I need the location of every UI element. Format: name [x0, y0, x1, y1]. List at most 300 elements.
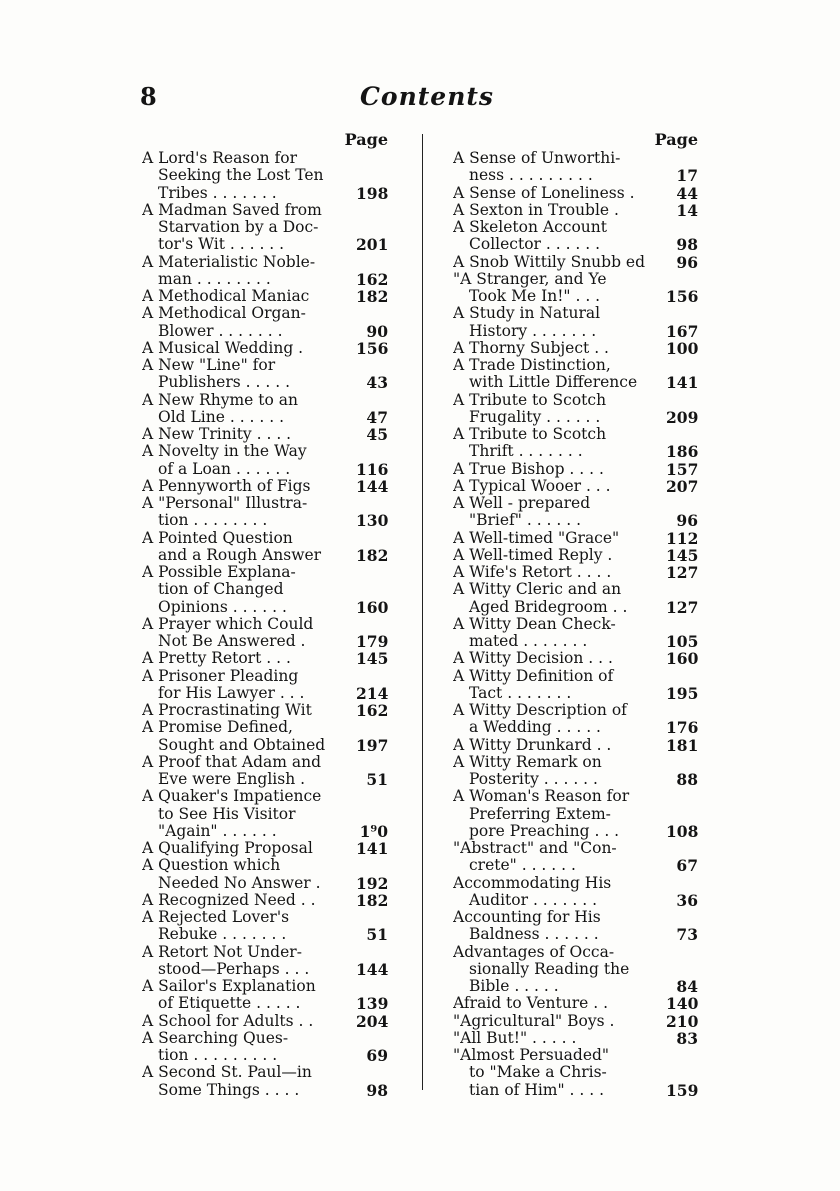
entry-page-number: 69 — [366, 1046, 388, 1065]
entry-page-number: 112 — [666, 528, 699, 548]
entry-title-line: A Lord's Reason for — [142, 150, 297, 167]
page-number: 8 — [140, 82, 157, 111]
entry-title-line: Blower . . . . . . . — [158, 322, 283, 340]
entry-title — [453, 1013, 666, 1030]
entry-title-line: A Musical Wedding . — [142, 339, 304, 357]
contents-entry — [142, 668, 388, 703]
entry-page-number: 145 — [666, 545, 699, 565]
contents-entry — [142, 564, 388, 616]
entry-title-line: A Witty Drunkard . . — [453, 736, 612, 754]
contents-entry — [142, 426, 388, 443]
entry-page-number: 162 — [356, 701, 389, 720]
contents-entry — [453, 392, 698, 427]
entry-title-line: "Agricultural" Boys . — [453, 1012, 615, 1030]
entry-title-line: Needed No Answer . — [158, 874, 321, 892]
contents-entry — [453, 150, 698, 185]
entry-title-line: A Pretty Retort . . . — [142, 650, 291, 668]
entry-title-line: A Well-timed Reply . — [453, 546, 613, 564]
entry-page-number: 214 — [356, 683, 389, 703]
entry-title — [142, 150, 356, 202]
entry-title — [142, 357, 356, 392]
entry-title-line: A Witty Cleric and an — [453, 581, 622, 599]
contents-entry — [453, 461, 698, 478]
contents-entry — [453, 909, 698, 944]
entry-page-number: 14 — [676, 200, 698, 220]
contents-entry — [453, 788, 698, 840]
entry-title — [453, 581, 666, 616]
contents-entry — [453, 875, 698, 910]
contents-entry — [142, 840, 388, 857]
entry-page-number: 197 — [356, 735, 389, 755]
entry-title-line: A Recognized Need . . — [142, 891, 316, 909]
entry-title-line: A Trade Distinction, — [453, 357, 611, 374]
entry-title-line: Took Me In!" . . . — [469, 288, 601, 305]
contents-entry — [453, 530, 698, 547]
contents-entry — [142, 616, 388, 651]
contents-entry — [142, 1013, 388, 1030]
entry-title — [142, 702, 356, 719]
entry-title-line: ness . . . . . . . . . — [469, 167, 593, 185]
entry-page-number: 144 — [356, 959, 389, 979]
entry-title — [453, 340, 666, 357]
entry-page-number: 116 — [356, 459, 389, 479]
entry-title-line: for His Lawyer . . . — [158, 684, 305, 702]
entry-title — [142, 840, 356, 857]
entry-title-line: and a Rough Answer — [158, 546, 322, 564]
entry-title — [142, 254, 356, 289]
entry-title — [142, 305, 356, 340]
entry-title — [453, 788, 666, 840]
entry-title-line: tion of Changed — [158, 581, 284, 599]
entry-title — [453, 1030, 666, 1047]
entry-title — [453, 426, 666, 461]
entry-title — [453, 616, 666, 651]
contents-entry — [142, 978, 388, 1013]
entry-page-number: 88 — [676, 770, 698, 789]
entry-title — [142, 530, 356, 565]
entry-title-line: Accommodating His — [453, 874, 612, 892]
contents-column-left — [142, 130, 388, 1099]
entry-title — [453, 995, 666, 1012]
entry-title-line: tian of Him" . . . . — [469, 1081, 605, 1099]
entry-page-number: 73 — [676, 925, 698, 945]
entry-title — [142, 392, 356, 427]
entry-page-number: 1⁹0 — [359, 821, 388, 841]
entry-page-number: 162 — [356, 269, 389, 289]
contents-entry — [142, 530, 388, 565]
entry-title — [453, 702, 666, 737]
entry-title — [453, 461, 666, 478]
entry-page-number: 127 — [666, 563, 699, 582]
entry-page-number: 182 — [356, 287, 389, 306]
entry-title-line: A Sense of Loneliness . — [453, 184, 635, 202]
entry-title-line: "A Stranger, and Ye — [453, 270, 607, 288]
entry-title-line: A Wife's Retort . . . . — [453, 564, 612, 581]
entry-title — [453, 202, 666, 219]
entry-title-line: A Novelty in the Way — [142, 443, 307, 461]
entry-title-line: Accounting for His — [453, 909, 601, 926]
entry-page-number: 195 — [666, 683, 699, 703]
entry-title — [142, 616, 356, 651]
entry-title — [453, 150, 666, 185]
entry-title-line: man . . . . . . . . — [158, 270, 271, 288]
entry-page-number: 130 — [356, 511, 389, 531]
entry-page-number: 90 — [366, 321, 388, 341]
page-column-heading: Page — [654, 130, 698, 149]
entry-title-line: A Sexton in Trouble . — [453, 201, 619, 219]
entry-title — [142, 788, 356, 840]
entry-title — [453, 650, 666, 667]
contents-entry — [453, 547, 698, 564]
entry-title-line: Advantages of Occa- — [453, 943, 615, 961]
entry-title-line: of Etiquette . . . . . — [158, 995, 301, 1013]
column-divider — [422, 134, 423, 1090]
entry-title-line: A Rejected Lover's — [142, 909, 290, 926]
entry-title-line: A Possible Explana- — [142, 564, 296, 581]
entry-title-line: A Searching Ques- — [142, 1029, 289, 1047]
contents-entry — [142, 719, 388, 754]
entry-title — [453, 495, 666, 530]
entry-page-number: 156 — [666, 287, 699, 306]
contents-entry — [142, 1030, 388, 1065]
entry-page-number: 45 — [366, 425, 388, 444]
entry-page-number: 201 — [356, 235, 389, 255]
entry-title-line: pore Preaching . . . — [469, 822, 620, 840]
entry-title-line: A Thorny Subject . . — [453, 339, 609, 357]
entry-title-line: A Retort Not Under- — [142, 943, 302, 961]
contents-entry — [142, 288, 388, 305]
contents-entry — [142, 443, 388, 478]
entry-title-line: A Witty Description of — [453, 702, 627, 719]
entry-title — [142, 564, 356, 616]
contents-entry — [453, 840, 698, 875]
entry-title — [142, 668, 356, 703]
entry-title-line: Afraid to Venture . . — [453, 995, 609, 1013]
entry-title-line: A Well-timed "Grace" — [453, 529, 620, 547]
entry-title-line: tor's Wit . . . . . . — [158, 236, 285, 254]
entry-title-line: A Promise Defined, — [142, 719, 293, 737]
entry-page-number: 139 — [356, 994, 389, 1014]
entry-page-number: 157 — [666, 459, 699, 479]
entry-page-number: 145 — [356, 649, 389, 669]
entry-title — [142, 495, 356, 530]
entry-title — [453, 909, 666, 944]
entry-page-number: 84 — [676, 977, 698, 996]
entry-page-number: 141 — [356, 839, 389, 858]
contents-entry — [453, 478, 698, 495]
contents-entry — [142, 202, 388, 254]
contents-column-right — [453, 130, 698, 1099]
entry-page-number: 186 — [666, 442, 699, 462]
entry-title — [453, 668, 666, 703]
entry-page-number: 176 — [666, 718, 699, 738]
entry-title-line: mated . . . . . . . — [469, 633, 588, 650]
contents-entry — [453, 995, 698, 1012]
contents-entry — [453, 495, 698, 530]
entry-title-line: A Proof that Adam and — [142, 753, 322, 771]
entry-title-line: Auditor . . . . . . . — [469, 891, 598, 909]
entry-title-line: A "Personal" Illustra- — [142, 495, 308, 512]
entry-title — [142, 857, 356, 892]
entry-title-line: A Snob Wittily Snubb ed — [453, 253, 646, 271]
contents-entry — [142, 892, 388, 909]
contents-entry — [453, 305, 698, 340]
contents-entry — [453, 1013, 698, 1030]
entry-title-line: Rebuke . . . . . . . — [158, 926, 287, 944]
contents-entry — [142, 150, 388, 202]
entry-title-line: "Brief" . . . . . . — [469, 512, 582, 530]
contents-entry — [142, 650, 388, 667]
entry-title-line: a Wedding . . . . . — [469, 719, 601, 737]
contents-entry — [142, 305, 388, 340]
entry-title — [142, 944, 356, 979]
contents-entry — [453, 1030, 698, 1047]
contents-entry — [142, 495, 388, 530]
entry-page-number: 43 — [366, 373, 388, 393]
entry-page-number: 204 — [356, 1011, 389, 1031]
entry-title — [142, 1064, 356, 1099]
contents-entry — [453, 668, 698, 703]
entry-title-line: A New "Line" for — [142, 357, 276, 374]
entry-title-line: A Witty Definition of — [453, 667, 614, 685]
entry-title-line: A Witty Dean Check- — [453, 615, 616, 633]
entry-title-line: A True Bishop . . . . — [453, 460, 604, 478]
entry-page-number: 198 — [356, 183, 389, 203]
entry-title-line: Aged Bridegroom . . — [469, 598, 628, 616]
entry-page-number: 182 — [356, 545, 389, 565]
entry-title — [453, 944, 666, 996]
entry-page-number: 100 — [666, 338, 699, 358]
contents-entry — [453, 702, 698, 737]
entry-title-line: A Sailor's Explanation — [142, 978, 316, 995]
contents-entry — [453, 357, 698, 392]
entry-title-line: A Pointed Question — [142, 529, 293, 547]
entry-title-line: Not Be Answered . — [158, 633, 306, 650]
entry-title-line: A Woman's Reason for — [453, 788, 630, 806]
entry-title — [453, 737, 666, 754]
entry-page-number: 159 — [666, 1080, 699, 1100]
contents-entry — [453, 944, 698, 996]
entry-page-number: 207 — [666, 476, 699, 496]
entry-title-line: Tact . . . . . . . — [469, 684, 572, 702]
entry-title — [453, 357, 666, 392]
entry-title-line: Old Line . . . . . . — [158, 408, 285, 426]
entry-page-number: 44 — [676, 183, 698, 203]
entry-title-line: A Tribute to Scotch — [453, 391, 607, 409]
entry-page-number: 83 — [676, 1028, 698, 1048]
entry-title-line: Posterity . . . . . . — [469, 771, 598, 788]
contents-entry — [453, 650, 698, 667]
entry-title-line: sionally Reading the — [469, 960, 630, 978]
contents-entry — [453, 219, 698, 254]
entry-page-number: 51 — [366, 770, 388, 789]
entry-title-line: Opinions . . . . . . — [158, 598, 287, 616]
entry-page-number: 182 — [356, 890, 389, 910]
contents-entry — [453, 616, 698, 651]
entry-page-number: 181 — [666, 735, 699, 755]
entry-title-line: A Madman Saved from — [142, 201, 322, 219]
contents-entry — [453, 271, 698, 306]
entry-title-line: A Tribute to Scotch — [453, 426, 607, 443]
entry-page-number: 36 — [676, 890, 698, 910]
entry-title-line: "Abstract" and "Con- — [453, 840, 617, 857]
entry-title — [453, 478, 666, 495]
entry-title-line: "All But!" . . . . . — [453, 1029, 577, 1047]
entry-title-line: Collector . . . . . . — [469, 236, 601, 254]
contents-entry — [453, 737, 698, 754]
entry-title-line: to "Make a Chris- — [469, 1064, 607, 1082]
entry-title — [142, 340, 356, 357]
entry-page-number: 47 — [366, 407, 388, 427]
entry-title-line: tion . . . . . . . . . — [158, 1047, 278, 1064]
entry-title-line: Publishers . . . . . — [158, 374, 290, 392]
entry-title — [453, 754, 666, 789]
entry-page-number: 98 — [676, 235, 698, 255]
entry-title-line: Baldness . . . . . . — [469, 926, 599, 944]
entry-title-line: A Witty Decision . . . — [453, 650, 613, 668]
contents-entry — [453, 254, 698, 271]
entry-title-line: Bible . . . . . — [469, 978, 559, 995]
entry-page-number: 179 — [356, 632, 389, 651]
contents-entry — [453, 581, 698, 616]
contents-entry — [453, 1047, 698, 1099]
contents-entry — [142, 788, 388, 840]
entry-page-number: 156 — [356, 338, 389, 358]
entry-page-number: 67 — [676, 856, 698, 876]
entry-title — [453, 254, 666, 271]
entry-page-number: 127 — [666, 597, 699, 617]
entry-title-line: A New Rhyme to an — [142, 391, 298, 409]
contents-entry — [142, 702, 388, 719]
entry-title-line: Preferring Extem- — [469, 805, 611, 823]
entry-title — [142, 202, 356, 254]
entry-title-line: A Materialistic Noble- — [142, 253, 316, 271]
contents-entry — [142, 392, 388, 427]
page-title: Contents — [360, 82, 495, 111]
entry-title-line: History . . . . . . . — [469, 322, 597, 340]
entry-title-line: A Procrastinating Wit — [142, 702, 312, 719]
entry-title — [142, 443, 356, 478]
entry-page-number: 141 — [666, 373, 699, 393]
entry-title — [142, 909, 356, 944]
entry-title — [453, 219, 666, 254]
entry-title — [142, 978, 356, 1013]
contents-entry — [142, 1064, 388, 1099]
entry-title-line: Eve were English . — [158, 771, 306, 788]
entry-title — [142, 650, 356, 667]
entry-title — [453, 875, 666, 910]
contents-entry — [142, 944, 388, 979]
contents-entry — [453, 202, 698, 219]
entry-title-line: A Prisoner Pleading — [142, 667, 299, 685]
entry-title — [142, 754, 356, 789]
entry-title — [453, 530, 666, 547]
contents-entry — [142, 857, 388, 892]
entry-title-line: tion . . . . . . . . — [158, 512, 268, 530]
entry-page-number: 98 — [366, 1080, 388, 1100]
entry-title-line: "Again" . . . . . . — [158, 822, 277, 840]
entry-title-line: A Prayer which Could — [142, 615, 314, 633]
entry-title-line: to See His Visitor — [158, 805, 296, 823]
entry-page-number: 105 — [666, 632, 699, 651]
entry-title-line: Starvation by a Doc- — [158, 219, 319, 236]
contents-entry — [142, 478, 388, 495]
entry-title-line: A Skeleton Account — [453, 219, 607, 236]
entry-title-line: with Little Difference — [469, 374, 638, 392]
entry-title-line: A Qualifying Proposal — [142, 840, 313, 857]
entry-title — [453, 185, 666, 202]
entry-title — [142, 426, 356, 443]
entry-title-line: Seeking the Lost Ten — [158, 167, 324, 185]
entry-title-line: Tribes . . . . . . . — [158, 184, 277, 202]
entry-title-line: stood—Perhaps . . . — [158, 960, 310, 978]
entry-title-line: A Pennyworth of Figs — [142, 477, 311, 495]
entry-title — [453, 305, 666, 340]
entry-title-line: A Methodical Organ- — [142, 305, 306, 323]
entry-page-number: 167 — [666, 321, 699, 341]
entry-title-line: crete" . . . . . . — [469, 857, 576, 875]
entry-title-line: A Witty Remark on — [453, 753, 602, 771]
entry-page-number: 160 — [356, 597, 389, 617]
contents-entry — [142, 754, 388, 789]
entry-title — [142, 288, 356, 305]
entry-title-line: Some Things . . . . — [158, 1081, 300, 1099]
entry-page-number: 108 — [666, 821, 699, 841]
entry-title-line: Thrift . . . . . . . — [469, 443, 583, 461]
entry-title-line: A School for Adults . . — [142, 1012, 314, 1030]
contents-entry — [142, 340, 388, 357]
contents-entry — [453, 340, 698, 357]
contents-entry — [142, 909, 388, 944]
entry-title-line: A Quaker's Impatience — [142, 788, 322, 806]
entry-page-number: 210 — [666, 1011, 699, 1031]
entry-title-line: A Methodical Maniac — [142, 288, 310, 305]
contents-entry — [453, 564, 698, 581]
entry-page-number: 144 — [356, 476, 389, 496]
entry-page-number: 51 — [366, 925, 388, 945]
entry-title — [453, 1047, 666, 1099]
entry-title — [142, 719, 356, 754]
entry-title-line: Frugality . . . . . . — [469, 408, 601, 426]
contents-entry — [453, 754, 698, 789]
entry-title-line: A Sense of Unworthi- — [453, 150, 621, 167]
entry-title-line: A Typical Wooer . . . — [453, 477, 611, 495]
entry-title-line: A Second St. Paul—in — [142, 1064, 312, 1082]
entry-title-line: A Study in Natural — [453, 305, 601, 323]
entry-page-number: 160 — [666, 649, 699, 669]
entry-title-line: A Question which — [142, 857, 281, 875]
contents-entry — [142, 254, 388, 289]
entry-title-line: of a Loan . . . . . . — [158, 460, 291, 478]
entry-page-number: 209 — [666, 407, 699, 427]
entry-title-line: A Well - prepared — [453, 495, 591, 512]
entry-title-line: A New Trinity . . . . — [142, 426, 292, 443]
entry-title — [453, 547, 666, 564]
contents-entry — [453, 185, 698, 202]
entry-title — [453, 564, 666, 581]
entry-page-number: 96 — [676, 252, 698, 272]
entry-page-number: 96 — [676, 511, 698, 531]
entry-title-line: Sought and Obtained — [158, 736, 326, 754]
entry-title — [453, 392, 666, 427]
entry-title — [142, 1030, 356, 1065]
entry-page-number: 140 — [666, 994, 699, 1014]
page-column-heading: Page — [344, 130, 388, 149]
entry-page-number: 192 — [356, 873, 389, 893]
entry-title — [142, 892, 356, 909]
entry-title — [142, 1013, 356, 1030]
entry-title — [453, 271, 666, 306]
